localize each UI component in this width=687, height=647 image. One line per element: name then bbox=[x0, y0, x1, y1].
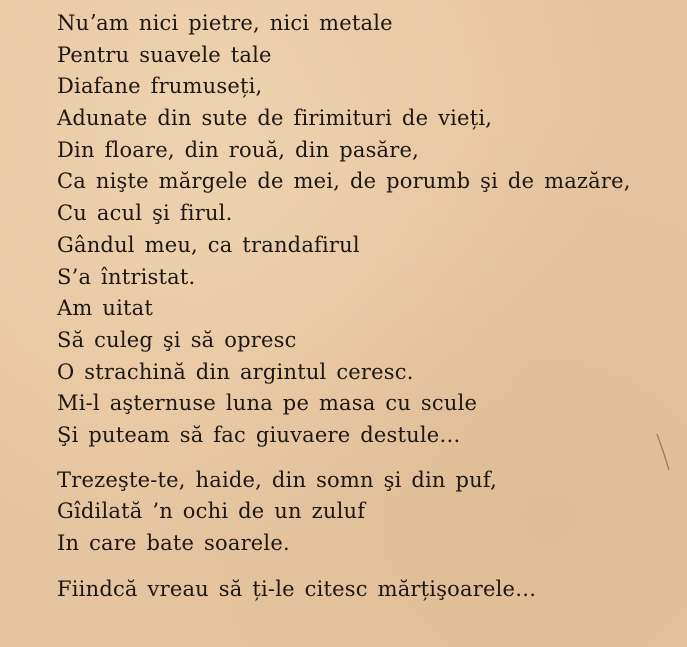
poem bbox=[57, 8, 677, 605]
stanza-break bbox=[57, 452, 677, 465]
poem-line: Din floare, din rouă, din pasăre, bbox=[57, 137, 420, 162]
poem-line: Ca nişte mărgele de mei, de porumb şi de mazăre, bbox=[57, 169, 631, 194]
poem-line: Nuʼam nici pietre, nici metale bbox=[57, 11, 393, 35]
poem-line: Mi-l aşternuse luna pe masa cu scule bbox=[57, 391, 478, 416]
stanza-1 bbox=[57, 8, 677, 452]
poem-line: Şi puteam să fac giuvaere destule… bbox=[57, 422, 461, 447]
poem-line: Să culeg şi să opresc bbox=[57, 327, 297, 352]
poem-line: Adunate din sute de firimituri de vieți, bbox=[57, 106, 493, 131]
poem-line: O strachină din argintul ceresc. bbox=[57, 359, 414, 384]
poem-line: Gîdilată ’n ochi de un zuluf bbox=[57, 499, 366, 524]
poem-line: In care bate soarele. bbox=[57, 531, 290, 555]
poem-line: Am uitat bbox=[57, 296, 153, 321]
stanza-break bbox=[57, 560, 677, 574]
poem-line: Gândul meu, ca trandafirul bbox=[57, 232, 360, 257]
poem-line: Cu acul şi firul. bbox=[57, 201, 233, 226]
stanza-3 bbox=[57, 574, 677, 606]
poem-line: Trezeşte-te, haide, din somn şi din puf, bbox=[57, 467, 497, 492]
poem-line: Pentru suavele tale bbox=[57, 42, 272, 67]
poem-line: Fiindcă vreau să ți-le citesc mărțişoarele… bbox=[57, 576, 537, 601]
poem-line: Diafane frumuseți, bbox=[57, 74, 263, 99]
poem-line: S’a întristat. bbox=[57, 264, 196, 289]
stanza-2 bbox=[57, 465, 677, 560]
pencil-mark-decoration bbox=[655, 432, 671, 472]
